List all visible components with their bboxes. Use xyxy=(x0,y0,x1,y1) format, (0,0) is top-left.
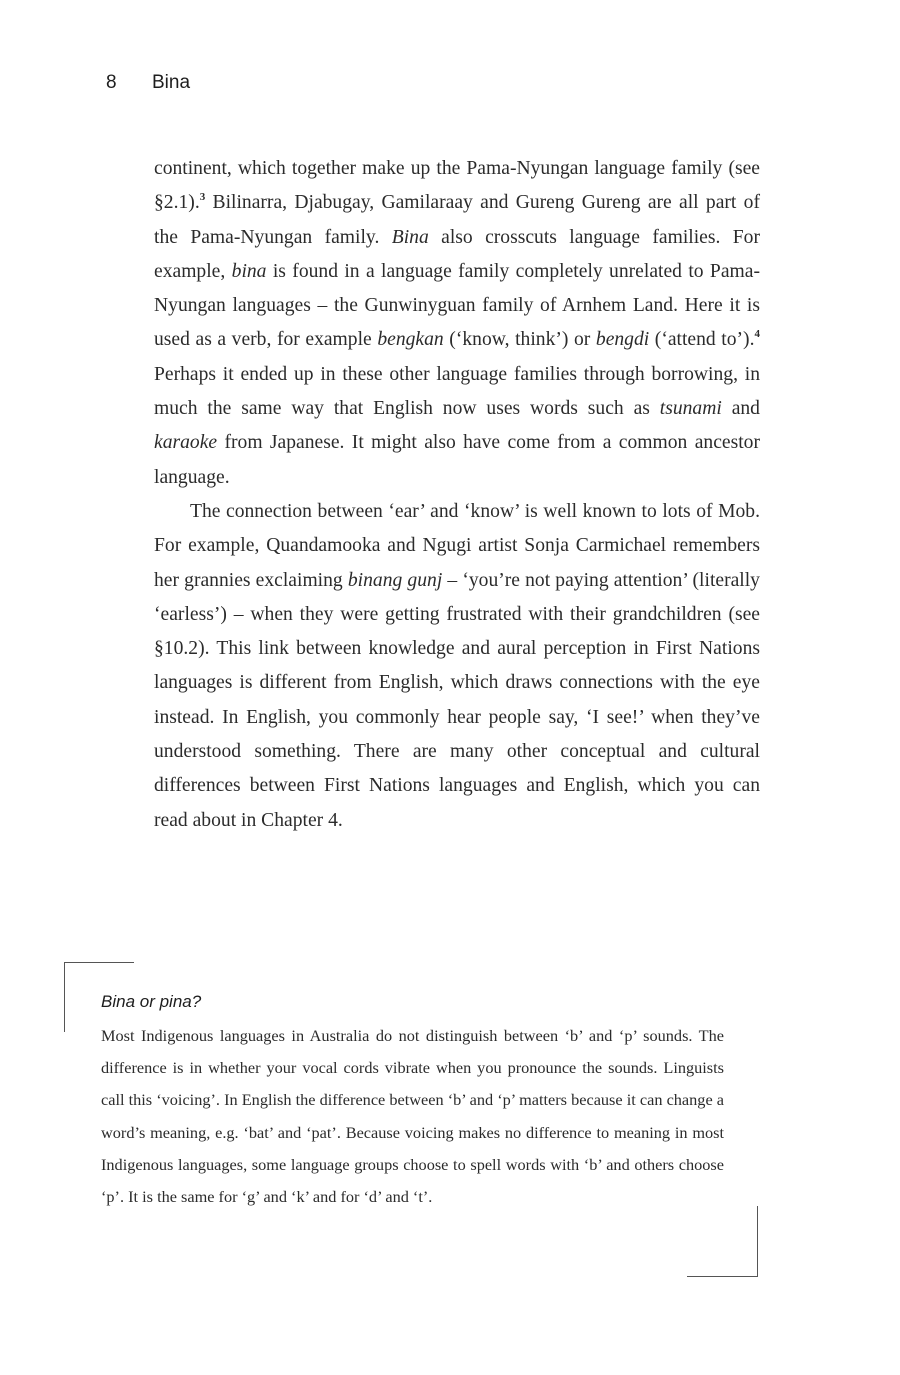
italic-term: tsunami xyxy=(659,398,722,420)
text-run: also crosscuts language families. For example, xyxy=(154,226,760,282)
text-run: Bilinarra, Djabugay, Gamilaraay and Gureng Gureng are all part of the Pama-Nyungan family. xyxy=(154,192,760,248)
text-run: and xyxy=(721,398,760,420)
box-corner-top-left-vertical xyxy=(64,962,65,1032)
text-run: Perhaps it ended up in these other language families through borrowing, in much the same way that English now uses words such as xyxy=(154,363,760,420)
sidebar-title: Bina or pina? xyxy=(101,992,202,1011)
text-run: The connection between ‘ear’ and ‘know’ is well known to lots of Mob. For example, Quandamooka and Ngugi artist Sonja Carmichael remembers her grannies exclaiming xyxy=(154,500,760,591)
italic-term: bengdi xyxy=(595,329,650,351)
page-number: 8 xyxy=(106,72,117,93)
italic-term: Bina xyxy=(391,226,429,248)
sidebar-text: Most Indigenous languages in Australia do not distinguish between ‘b’ and ‘p’ sounds. The difference is in whether your vocal cords vibrate when you pronounce the sounds. Linguists call this ‘voicing’. In English the difference between ‘b’ and ‘p’ matters because it can change a word’s meaning, e.g. ‘bat’ and ‘pat’. Because voicing makes no difference to meaning in most Indigenous languages, some language groups choose to spell words with ‘b’ and others choose ‘p’. It is the same for ‘g’ and ‘k’ and for ‘d’ and ‘t’. xyxy=(101,1026,724,1207)
text-run: (‘know, think’) or xyxy=(443,329,596,351)
footnote-ref-3[interactable]: 3 xyxy=(199,191,206,204)
italic-term: binang gunj xyxy=(347,569,443,591)
text-run: from Japanese. It might also have come from a common ancestor language. xyxy=(154,432,760,488)
text-run: (‘attend to’). xyxy=(649,329,755,351)
italic-term: bina xyxy=(231,260,267,282)
box-corner-bottom-right xyxy=(687,1276,757,1277)
running-header xyxy=(106,72,190,94)
running-title: Bina xyxy=(152,72,191,93)
footnote-ref-4[interactable]: 4 xyxy=(754,328,760,341)
paragraph-1 xyxy=(154,152,760,495)
text-run: – ‘you’re not paying attention’ (literally ‘earless’) – when they were getting frustrated with their grandchildren (see §10.2). This link between knowledge and aural perception in First Nations languages is different from English, which draws connections with the eye instead. In English, you commonly hear people say, ‘I see!’ when they’ve understood something. There are many other conceptual and cultural differences between First Nations languages and English, which you can read about in Chapter 4. xyxy=(154,569,760,831)
box-corner-bottom-right-vertical xyxy=(757,1206,758,1277)
paragraph-2 xyxy=(154,495,760,838)
italic-term: bengkan xyxy=(377,329,444,351)
box-corner-top-left xyxy=(64,962,134,963)
text-run: is found in a language family completely unrelated to Pama-Nyungan languages – the Gunwinyguan family of Arnhem Land. Here it is used as a verb, for example xyxy=(154,260,760,351)
text-run: continent, which together make up the Pama-Nyungan language family (see §2.1). xyxy=(154,158,760,214)
italic-term: karaoke xyxy=(154,432,218,454)
main-text xyxy=(154,152,760,838)
